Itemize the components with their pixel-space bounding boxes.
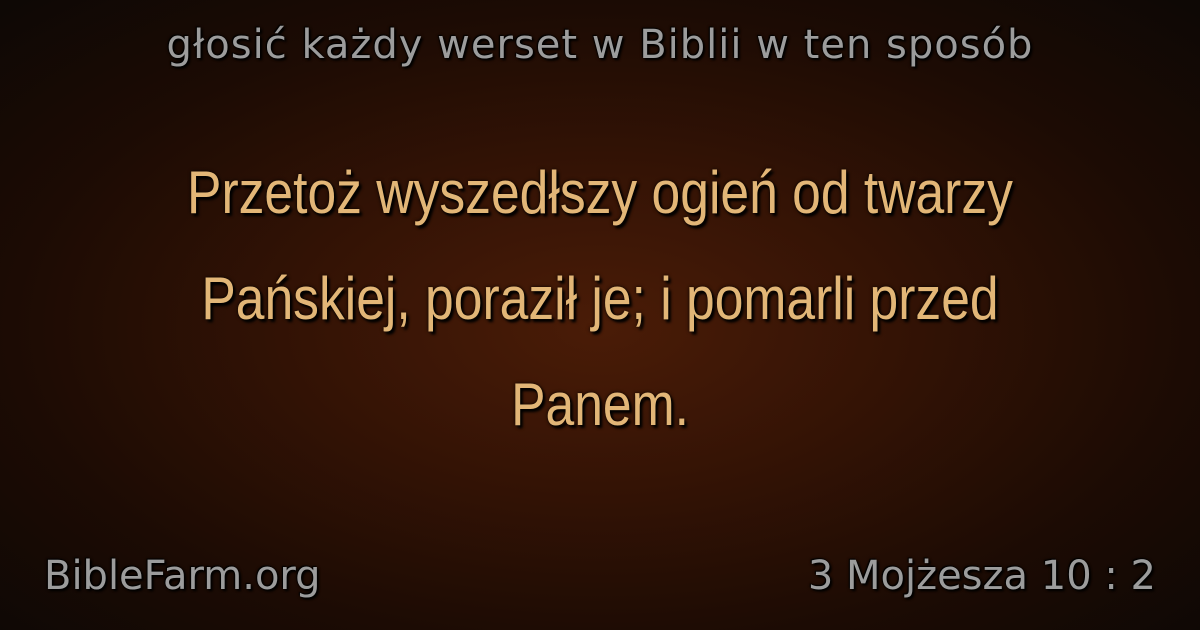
site-name: BibleFarm.org	[44, 553, 321, 599]
tagline: głosić każdy werset w Biblii w ten sposób	[166, 22, 1034, 68]
verse-reference: 3 Mojżesza 10 : 2	[807, 553, 1156, 599]
verse-text: Przetoż wyszedłszy ogień od twarzy Pańskiej, poraził je; i pomarli przed Panem.	[187, 159, 1013, 438]
